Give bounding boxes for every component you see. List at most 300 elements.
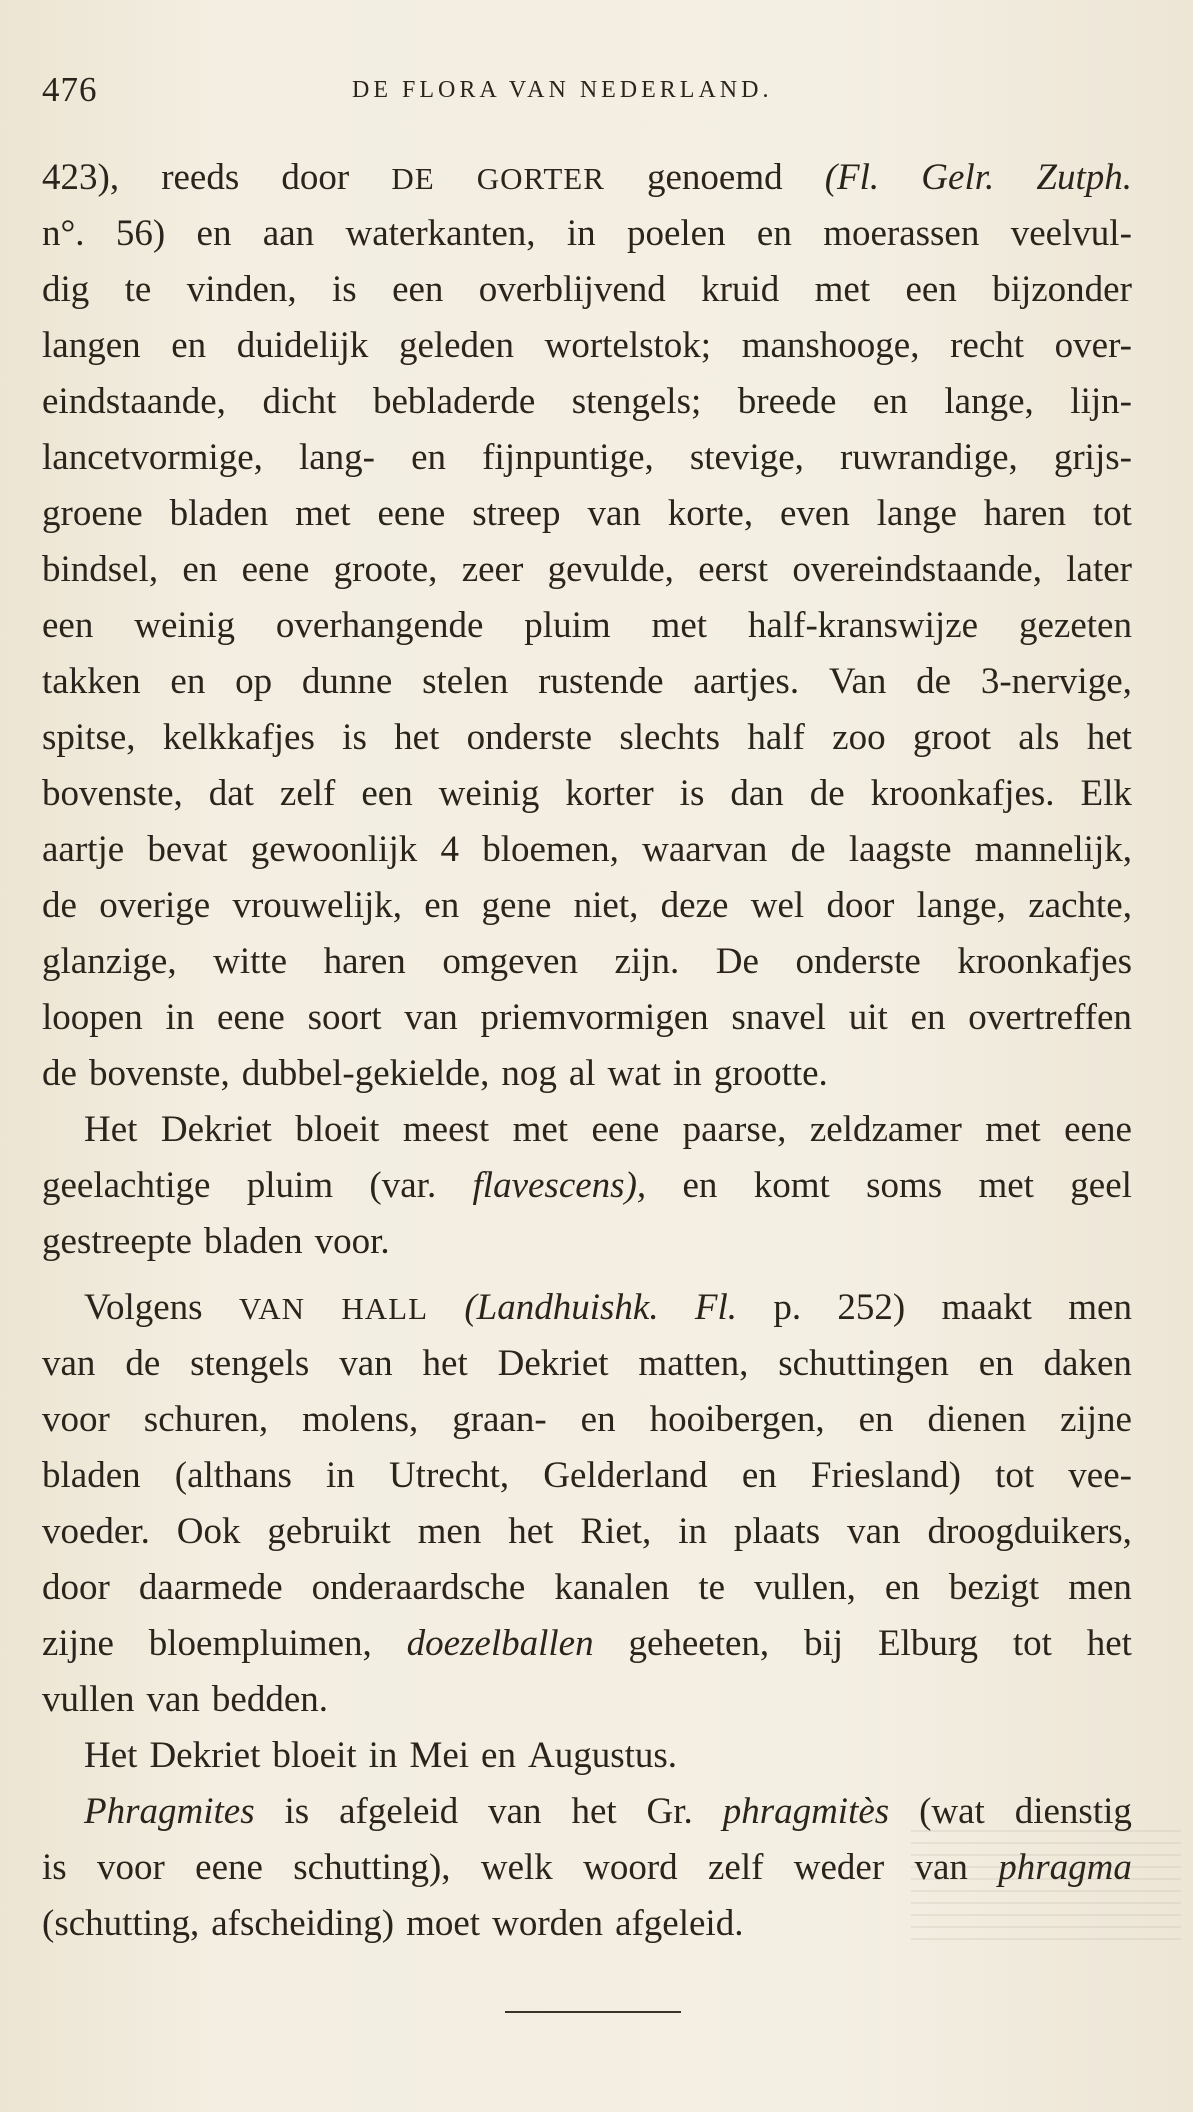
word: het — [508, 1511, 554, 1552]
word: nog — [501, 1053, 557, 1094]
word: zoo — [832, 717, 886, 758]
word: korte, — [667, 493, 754, 534]
word: molens, — [302, 1399, 419, 1440]
word: matten, — [638, 1343, 749, 1384]
italic-word: flavescens), — [472, 1165, 647, 1206]
word: Dekriet — [149, 1735, 261, 1776]
word: tot — [995, 1455, 1035, 1496]
word: bladen — [203, 1221, 303, 1262]
text-line — [42, 206, 1132, 262]
word: is — [332, 269, 357, 310]
word: en — [411, 437, 447, 478]
word: van — [914, 1847, 968, 1888]
word: de — [809, 773, 845, 814]
word: bevat — [147, 829, 228, 870]
word: en — [978, 1343, 1014, 1384]
word: half-kranswijze — [747, 605, 979, 646]
word: Elk — [1080, 773, 1132, 814]
show-through-texture — [911, 1830, 1181, 1940]
word: stengels; — [571, 381, 702, 422]
word: in — [672, 1053, 702, 1094]
word: overblijvend — [478, 269, 666, 310]
text-line — [42, 542, 1132, 598]
word: eene — [377, 493, 446, 534]
word: groot — [912, 717, 991, 758]
word: omgeven — [442, 941, 578, 982]
word: met — [985, 1109, 1041, 1150]
word: glanzige, — [42, 941, 177, 982]
text-line — [42, 1336, 1132, 1392]
word: Dekriet — [497, 1343, 609, 1384]
word: de — [42, 885, 77, 926]
word: geelachtige — [42, 1165, 211, 1206]
word: stengels — [190, 1343, 310, 1384]
word: voor. — [314, 1221, 390, 1262]
text-line — [42, 150, 1132, 206]
word: men — [417, 1511, 482, 1552]
word: Gelderland — [543, 1455, 708, 1496]
body-text — [42, 150, 1132, 1952]
word: recht — [950, 325, 1025, 366]
word: aan — [262, 213, 315, 254]
word: is — [42, 1847, 67, 1888]
word: Riet, — [580, 1511, 652, 1552]
word: lange, — [944, 381, 1034, 422]
word: welk — [480, 1847, 553, 1888]
word: bebladerde — [372, 381, 536, 422]
word: afscheiding) — [211, 1903, 395, 1944]
text-line — [42, 374, 1132, 430]
word: wat — [607, 1053, 661, 1094]
word: in — [678, 1511, 707, 1552]
italic-word: Phragmites — [84, 1791, 255, 1832]
word: met — [295, 493, 351, 534]
word: bezigt — [948, 1567, 1040, 1608]
word: lange, — [916, 885, 1006, 926]
word: grootte. — [713, 1053, 828, 1094]
word: zachte, — [1028, 885, 1132, 926]
word: dat — [208, 773, 254, 814]
word: pluim — [524, 605, 611, 646]
word: tot — [1092, 493, 1132, 534]
word: gevulde, — [547, 549, 674, 590]
word: de — [125, 1343, 161, 1384]
word: zeer — [461, 549, 524, 590]
word: eene — [217, 997, 285, 1038]
text-line — [42, 1672, 1132, 1728]
word: (althans — [174, 1455, 292, 1496]
word: Volgens — [84, 1287, 203, 1328]
text-line — [42, 1046, 1132, 1102]
word: plaats — [733, 1511, 821, 1552]
running-head: DE FLORA VAN NEDERLAND. — [352, 77, 773, 103]
word: dan — [730, 773, 784, 814]
word: Van — [828, 661, 887, 702]
word: onderste — [795, 941, 921, 982]
word: groene — [42, 493, 143, 534]
word: Friesland) — [810, 1455, 961, 1496]
text-line — [42, 654, 1132, 710]
word: 3-nervige, — [980, 661, 1132, 702]
word: duidelijk — [236, 325, 369, 366]
word: onderaardsche — [311, 1567, 526, 1608]
word: bij — [804, 1623, 844, 1664]
word: geleden — [398, 325, 514, 366]
page-header — [42, 64, 1152, 116]
word: droogduikers, — [927, 1511, 1132, 1552]
author-small-caps: GORTER — [476, 161, 605, 196]
word: in — [566, 213, 596, 254]
word: zijne — [42, 1623, 114, 1664]
word: waterkanten, — [345, 213, 536, 254]
text-line — [42, 430, 1132, 486]
word: haren — [323, 941, 406, 982]
word: ruwrandige, — [840, 437, 1018, 478]
word: De — [715, 941, 759, 982]
word: en — [171, 325, 207, 366]
word: is — [284, 1791, 310, 1832]
word: komt — [753, 1165, 830, 1206]
word: aartjes. — [693, 661, 800, 702]
word: schutting), — [293, 1847, 451, 1888]
word: zelf — [279, 773, 336, 814]
word: haren — [983, 493, 1066, 534]
word: bloemen, — [482, 829, 619, 870]
word: even — [779, 493, 850, 534]
word: van — [42, 1343, 96, 1384]
word: Mei — [409, 1735, 470, 1776]
word: en — [170, 661, 206, 702]
text-line — [42, 1560, 1132, 1616]
word: lange — [876, 493, 957, 534]
text-line — [42, 1158, 1132, 1214]
word: de — [790, 829, 826, 870]
word: (var. — [369, 1165, 437, 1206]
word: vullen, — [754, 1567, 856, 1608]
word: geel — [1070, 1165, 1132, 1206]
text-line — [42, 1728, 1132, 1784]
word: zijn. — [614, 941, 680, 982]
word: meest — [402, 1109, 490, 1150]
word: bloeit — [295, 1109, 380, 1150]
word: en — [756, 213, 792, 254]
word: bijzonder — [992, 269, 1132, 310]
word: hooibergen, — [649, 1399, 825, 1440]
text-line — [42, 766, 1132, 822]
word: langen — [42, 325, 141, 366]
word: van — [847, 1511, 901, 1552]
word: dunne — [301, 661, 393, 702]
word: het — [1086, 717, 1132, 758]
word: en — [872, 381, 908, 422]
word: van — [404, 997, 458, 1038]
word: weinig — [134, 605, 235, 646]
word: p. — [773, 1287, 802, 1328]
text-line — [42, 1280, 1132, 1336]
text-line — [42, 822, 1132, 878]
word: gene — [481, 885, 552, 926]
word: vee- — [1068, 1455, 1132, 1496]
word: 252) — [837, 1287, 906, 1328]
word: van — [339, 1343, 393, 1384]
word: van — [146, 1679, 200, 1720]
word: in — [165, 997, 195, 1038]
italic-word: phragmitès — [722, 1791, 890, 1832]
word: eerst — [698, 549, 769, 590]
italic-word: (Fl. — [824, 157, 880, 198]
italic-word: Gelr. — [921, 157, 995, 198]
word: afgeleid. — [615, 1903, 744, 1944]
word: stevige, — [689, 437, 804, 478]
word: overtreffen — [968, 997, 1132, 1038]
word: grijs- — [1053, 437, 1132, 478]
word: en — [196, 213, 232, 254]
word: genoemd — [647, 157, 783, 198]
word: te — [124, 269, 152, 310]
word: later — [1066, 549, 1132, 590]
word: als — [1018, 717, 1060, 758]
word: lancetvormige, — [42, 437, 263, 478]
word: en — [481, 1735, 516, 1776]
word: het — [394, 717, 440, 758]
word: pluim — [246, 1165, 334, 1206]
italic-word: doezelballen — [406, 1623, 594, 1664]
word: bloempluimen, — [148, 1623, 372, 1664]
word: Elburg — [877, 1623, 978, 1664]
italic-word: Zutph. — [1036, 157, 1132, 198]
word: woord — [583, 1847, 678, 1888]
word: Dekriet — [160, 1109, 272, 1150]
page-number: 476 — [42, 70, 98, 109]
word: een — [905, 269, 957, 310]
word: overeindstaande, — [792, 549, 1042, 590]
word: met — [814, 269, 871, 310]
word: dig — [42, 269, 90, 310]
word: kelkkafjes — [162, 717, 315, 758]
word: slechts — [619, 717, 721, 758]
word: paarse, — [682, 1109, 787, 1150]
word: priemvormigen — [480, 997, 709, 1038]
word: Het — [84, 1109, 138, 1150]
word: en — [858, 1399, 894, 1440]
word: eindstaande, — [42, 381, 226, 422]
word: door — [42, 1567, 110, 1608]
word: in — [368, 1735, 398, 1776]
word: lijn- — [1070, 381, 1132, 422]
word: op — [235, 661, 273, 702]
word: voor — [97, 1847, 165, 1888]
word: eene — [241, 549, 310, 590]
word: en — [182, 549, 218, 590]
word: zijne — [1060, 1399, 1132, 1440]
word: schuttingen — [778, 1343, 949, 1384]
word: 56) — [115, 213, 166, 254]
word: fijnpuntige, — [482, 437, 654, 478]
word: is — [679, 773, 705, 814]
word: en — [910, 997, 946, 1038]
word: afgeleid — [339, 1791, 459, 1832]
word: en — [741, 1455, 777, 1496]
word: bindsel, — [42, 549, 159, 590]
word: deze — [660, 885, 729, 926]
word: zelf — [707, 1847, 764, 1888]
word: de — [916, 661, 952, 702]
word: weinig — [438, 773, 540, 814]
word: een — [42, 605, 94, 646]
word: dubbel-gekielde, — [241, 1053, 490, 1094]
text-line — [42, 486, 1132, 542]
text-line — [42, 934, 1132, 990]
word: spitse, — [42, 717, 136, 758]
word: poelen — [626, 213, 726, 254]
word: mannelijk, — [974, 829, 1132, 870]
section-divider — [505, 2011, 681, 2013]
word: loopen — [42, 997, 143, 1038]
word: maakt — [941, 1287, 1032, 1328]
word: door — [281, 157, 350, 198]
word: lang- — [298, 437, 376, 478]
word: men — [1068, 1567, 1132, 1608]
word: geheeten, — [628, 1623, 770, 1664]
word: Het — [84, 1735, 138, 1776]
word: n°. — [42, 213, 85, 254]
word: met — [651, 605, 708, 646]
word: korter — [565, 773, 654, 814]
word: vrouwelijk, — [232, 885, 403, 926]
word: reeds — [161, 157, 240, 198]
text-line — [42, 878, 1132, 934]
word: moet — [406, 1903, 481, 1944]
text-line — [42, 262, 1132, 318]
word: over- — [1054, 325, 1132, 366]
word: in — [326, 1455, 355, 1496]
word: Gr. — [646, 1791, 693, 1832]
italic-word: Fl. — [694, 1287, 738, 1328]
word: gezeten — [1018, 605, 1132, 646]
word: soms — [866, 1165, 943, 1206]
word: het — [422, 1343, 468, 1384]
word: streep — [472, 493, 561, 534]
word: gebruikt — [267, 1511, 391, 1552]
text-line — [42, 1448, 1132, 1504]
word: wel — [750, 885, 805, 926]
word: bovenste, — [42, 773, 183, 814]
author-small-caps: HALL — [341, 1291, 429, 1326]
word: 4 — [440, 829, 459, 870]
word: half — [747, 717, 805, 758]
word: witte — [213, 941, 288, 982]
word: van — [488, 1791, 542, 1832]
word: veelvul- — [1010, 213, 1132, 254]
word: aartje — [42, 829, 125, 870]
word: en — [682, 1165, 718, 1206]
word: wortelstok; — [544, 325, 712, 366]
word: het — [1086, 1623, 1132, 1664]
word: een — [392, 269, 444, 310]
word: de — [42, 1053, 77, 1094]
italic-word: phragma — [998, 1847, 1132, 1888]
text-line — [42, 1102, 1132, 1158]
word: te — [698, 1567, 726, 1608]
word: breede — [737, 381, 837, 422]
word: met — [512, 1109, 569, 1150]
word: het — [571, 1791, 617, 1832]
word: al — [568, 1053, 596, 1094]
word: waarvan — [642, 829, 768, 870]
text-line — [42, 1392, 1132, 1448]
word: moerassen — [823, 213, 980, 254]
word: eene — [195, 1847, 263, 1888]
word: dicht — [262, 381, 337, 422]
text-line — [42, 1616, 1132, 1672]
word: en — [424, 885, 460, 926]
text-line — [42, 1504, 1132, 1560]
word: graan- — [452, 1399, 547, 1440]
word: kruid — [701, 269, 780, 310]
word: door — [826, 885, 895, 926]
word: gestreepte — [42, 1221, 192, 1262]
word: rustende — [538, 661, 664, 702]
word: takken — [42, 661, 141, 702]
word: vullen — [42, 1679, 135, 1720]
word: Ook — [176, 1511, 241, 1552]
word: bladen — [169, 493, 269, 534]
word: overige — [99, 885, 211, 926]
word: vinden, — [186, 269, 297, 310]
word: en — [884, 1567, 920, 1608]
word: weder — [793, 1847, 885, 1888]
word: bloeit — [272, 1735, 357, 1776]
word: is — [342, 717, 367, 758]
word: dienstig — [1014, 1791, 1132, 1832]
word: bovenste, — [88, 1053, 230, 1094]
word: worden — [492, 1903, 604, 1944]
word: (wat — [919, 1791, 985, 1832]
word: daarmede — [138, 1567, 283, 1608]
word: met — [978, 1165, 1034, 1206]
word: uit — [848, 997, 888, 1038]
word: dienen — [927, 1399, 1027, 1440]
word: manshooge, — [741, 325, 920, 366]
word: kanalen — [554, 1567, 670, 1608]
text-line — [42, 598, 1132, 654]
word: kroonkafjes — [957, 941, 1132, 982]
word: eene — [1064, 1109, 1132, 1150]
word: Utrecht, — [388, 1455, 510, 1496]
word: voor — [42, 1399, 110, 1440]
word: laagste — [848, 829, 952, 870]
word: bedden. — [211, 1679, 329, 1720]
author-small-caps: VAN — [238, 1291, 306, 1326]
word: soort — [307, 997, 382, 1038]
word: men — [1068, 1287, 1132, 1328]
word: tot — [1012, 1623, 1052, 1664]
word: van — [587, 493, 641, 534]
word: 423), — [42, 157, 120, 198]
word: eene — [591, 1109, 660, 1150]
word: schuren, — [143, 1399, 269, 1440]
word: (schutting, — [42, 1903, 200, 1944]
word: gewoonlijk — [250, 829, 418, 870]
word: snavel — [731, 997, 826, 1038]
word: niet, — [573, 885, 639, 926]
word: onderste — [466, 717, 593, 758]
text-line — [42, 990, 1132, 1046]
text-line — [42, 1214, 1132, 1270]
text-line — [42, 710, 1132, 766]
word: daken — [1043, 1343, 1132, 1384]
author-small-caps: DE — [391, 161, 435, 196]
